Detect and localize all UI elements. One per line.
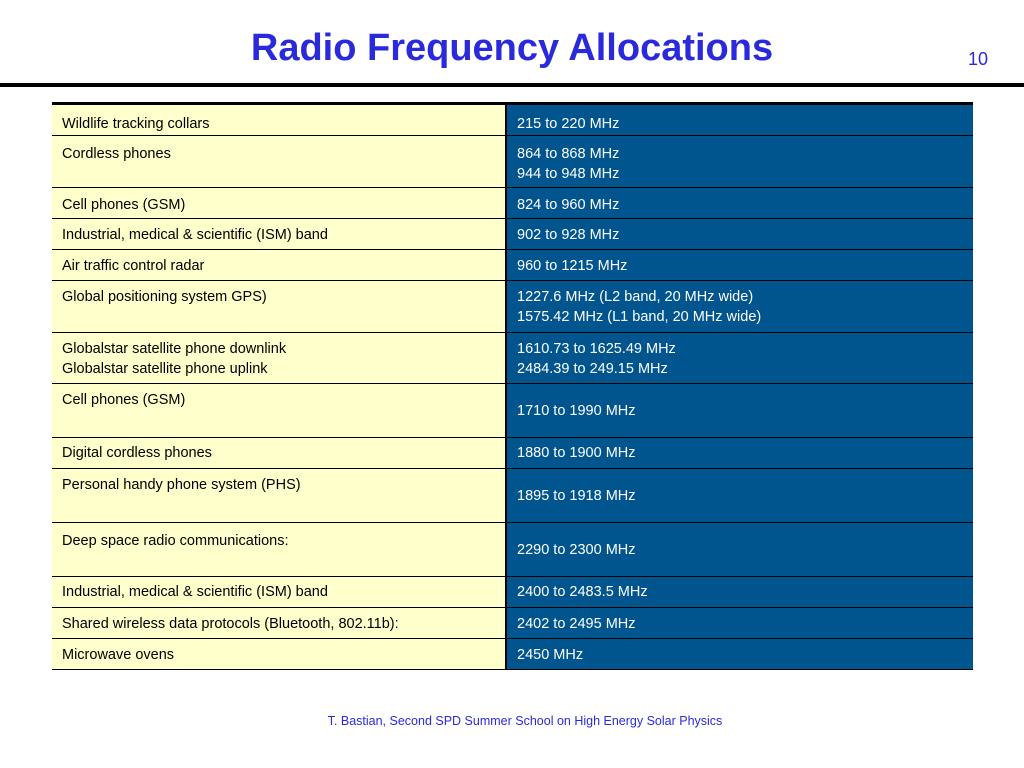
frequency-cell bbox=[506, 281, 973, 333]
slide-footer: T. Bastian, Second SPD Summer School on High Energy Solar Physics bbox=[327, 714, 723, 728]
service-label: Shared wireless data protocols (Bluetooth, 802.11b): bbox=[62, 616, 399, 632]
slide-number: 10 bbox=[967, 49, 988, 69]
table-row bbox=[52, 188, 973, 219]
service-cell bbox=[52, 104, 506, 136]
frequency-allocation-table bbox=[52, 102, 973, 670]
frequency-cell bbox=[506, 384, 973, 438]
service-label: Globalstar satellite phone downlink bbox=[62, 341, 287, 357]
frequency-value: 1610.73 to 1625.49 MHz bbox=[517, 341, 676, 357]
service-label: Industrial, medical & scientific (ISM) band bbox=[62, 227, 328, 243]
service-label: Air traffic control radar bbox=[62, 258, 205, 274]
frequency-value: 1227.6 MHz (L2 band, 20 MHz wide) bbox=[517, 289, 754, 305]
frequency-value: 824 to 960 MHz bbox=[517, 197, 620, 213]
service-label: Wildlife tracking collars bbox=[62, 116, 210, 132]
table-row bbox=[52, 104, 973, 136]
table-row bbox=[52, 333, 973, 384]
table-row bbox=[52, 469, 973, 523]
table-row bbox=[52, 639, 973, 670]
service-label: Cell phones (GSM) bbox=[62, 197, 186, 213]
frequency-cell bbox=[506, 438, 973, 469]
service-cell bbox=[52, 136, 506, 188]
table-row bbox=[52, 219, 973, 250]
service-cell bbox=[52, 333, 506, 384]
frequency-value: 2402 to 2495 MHz bbox=[517, 616, 636, 632]
frequency-cell bbox=[506, 469, 973, 523]
service-cell bbox=[52, 608, 506, 639]
table-row bbox=[52, 608, 973, 639]
service-label: Microwave ovens bbox=[62, 647, 175, 663]
service-cell bbox=[52, 188, 506, 219]
frequency-value: 215 to 220 MHz bbox=[517, 116, 620, 132]
service-cell bbox=[52, 250, 506, 281]
service-label: Cell phones (GSM) bbox=[62, 392, 186, 408]
frequency-cell bbox=[506, 104, 973, 136]
frequency-value: 1895 to 1918 MHz bbox=[517, 487, 636, 504]
frequency-cell bbox=[506, 250, 973, 281]
table-row bbox=[52, 136, 973, 188]
table-row bbox=[52, 438, 973, 469]
service-label: Globalstar satellite phone uplink bbox=[62, 361, 268, 377]
service-label: Personal handy phone system (PHS) bbox=[62, 477, 301, 493]
frequency-cell bbox=[506, 523, 973, 577]
frequency-cell bbox=[506, 608, 973, 639]
frequency-value: 1575.42 MHz (L1 band, 20 MHz wide) bbox=[517, 309, 762, 325]
table-row bbox=[52, 523, 973, 577]
service-cell bbox=[52, 639, 506, 670]
table-row bbox=[52, 577, 973, 608]
slide-title: Radio Frequency Allocations bbox=[250, 27, 774, 69]
frequency-cell bbox=[506, 639, 973, 670]
frequency-cell bbox=[506, 136, 973, 188]
service-label: Digital cordless phones bbox=[62, 445, 212, 461]
frequency-value: 2484.39 to 249.15 MHz bbox=[517, 361, 668, 377]
service-label: Cordless phones bbox=[62, 146, 171, 162]
service-cell bbox=[52, 219, 506, 250]
service-cell bbox=[52, 523, 506, 577]
service-cell bbox=[52, 384, 506, 438]
frequency-value: 2400 to 2483.5 MHz bbox=[517, 584, 648, 600]
table-row bbox=[52, 250, 973, 281]
service-label: Industrial, medical & scientific (ISM) band bbox=[62, 584, 328, 600]
frequency-cell bbox=[506, 333, 973, 384]
service-cell bbox=[52, 281, 506, 333]
frequency-value: 2290 to 2300 MHz bbox=[517, 541, 636, 558]
frequency-value: 1880 to 1900 MHz bbox=[517, 445, 636, 461]
table-row bbox=[52, 281, 973, 333]
service-cell bbox=[52, 577, 506, 608]
frequency-value: 960 to 1215 MHz bbox=[517, 258, 628, 274]
service-label: Deep space radio communications: bbox=[62, 533, 289, 549]
frequency-cell bbox=[506, 188, 973, 219]
frequency-value: 902 to 928 MHz bbox=[517, 227, 620, 243]
service-label: Global positioning system GPS) bbox=[62, 289, 267, 305]
title-divider bbox=[0, 83, 1024, 87]
frequency-value: 1710 to 1990 MHz bbox=[517, 402, 636, 419]
frequency-value: 2450 MHz bbox=[517, 647, 584, 663]
table-row bbox=[52, 384, 973, 438]
service-cell bbox=[52, 438, 506, 469]
frequency-value: 864 to 868 MHz bbox=[517, 146, 620, 162]
frequency-cell bbox=[506, 219, 973, 250]
service-cell bbox=[52, 469, 506, 523]
frequency-cell bbox=[506, 577, 973, 608]
frequency-value: 944 to 948 MHz bbox=[517, 166, 620, 182]
